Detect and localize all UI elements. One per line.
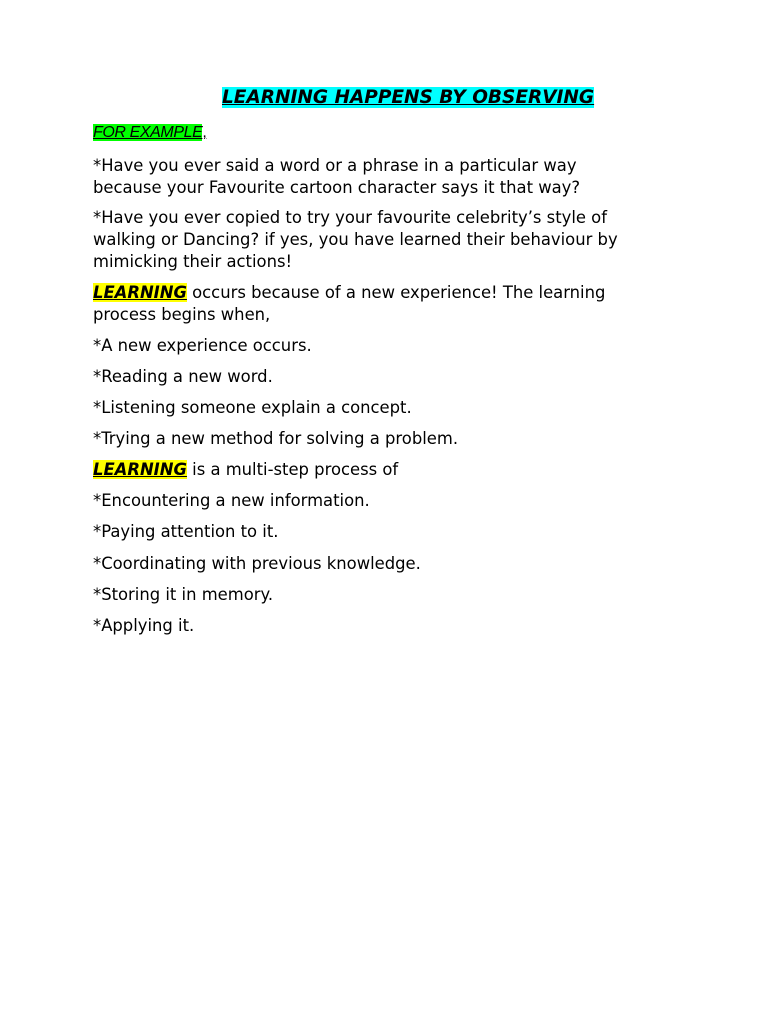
paragraph-1-line-1: *Have you ever said a word or a phrase in a particular way [93,156,577,175]
list-2-item: *Coordinating with previous knowledge. [93,554,421,573]
paragraph-4-rest: is a multi-step process of [186,460,399,479]
page-title: LEARNING HAPPENS BY OBSERVING [222,87,595,108]
paragraph-1-line-2: because your Favourite cartoon character says it that way? [93,178,581,197]
for-example-heading: FOR EXAMPLE [93,124,203,141]
list-2-item: *Paying attention to it. [93,522,279,541]
list-1-item: *A new experience occurs. [93,336,312,355]
paragraph-3-rest: occurs because of a new experience! The learning [186,283,606,302]
paragraph-3-line-2: process begins when, [93,305,271,324]
paragraph-2-line-3: mimicking their actions! [93,252,293,271]
title-line [222,86,594,110]
paragraph-2-line-2: walking or Dancing? if yes, you have learned their behaviour by [93,230,618,249]
learning-highlight-2: LEARNING [93,460,187,479]
learning-highlight-1: LEARNING [93,283,187,302]
list-1-item: *Listening someone explain a concept. [93,398,412,417]
for-example-comma: , [202,124,207,141]
paragraph-4-line-1 [93,459,713,481]
list-2-item: *Storing it in memory. [93,585,274,604]
list-2-item: *Encountering a new information. [93,491,370,510]
paragraph-2-line-1: *Have you ever copied to try your favourite celebrity’s style of [93,208,607,227]
paragraph-3-line-1 [93,282,713,304]
list-1-item: *Reading a new word. [93,367,273,386]
list-2-item: *Applying it. [93,616,195,635]
list-1-item: *Trying a new method for solving a problem. [93,429,459,448]
for-example-line [93,122,207,144]
